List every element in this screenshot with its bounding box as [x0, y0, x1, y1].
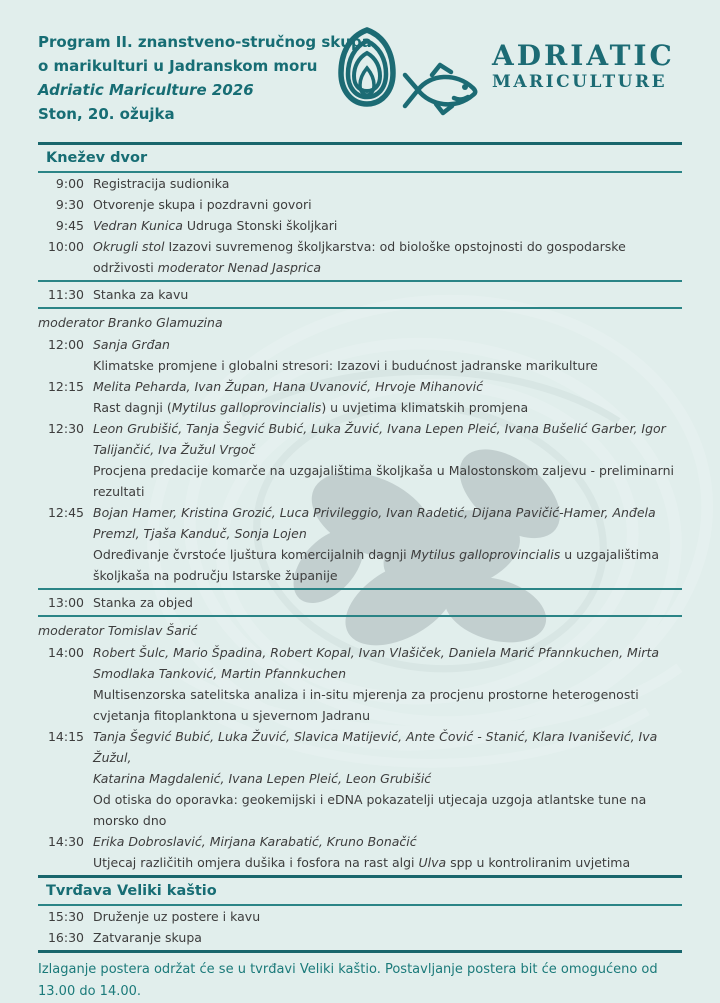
italic-text-segment: Erika Dobroslavić, Mirjana Karabatić, Kruno Bonačić — [93, 834, 417, 849]
italic-text-segment: Okrugli stol — [93, 239, 165, 254]
event-text — [93, 831, 682, 873]
event-text-line — [93, 215, 682, 236]
italic-text-segment: Melita Peharda, Ivan Župan, Hana Uvanović, Hrvoje Mihanović — [93, 379, 483, 394]
program-schedule — [0, 142, 720, 953]
event-text-line — [93, 236, 682, 257]
text-segment: Udruga Stonski školjkari — [182, 218, 338, 233]
event-text — [93, 502, 682, 586]
text-segment: Klimatske promjene i globalni stresori: Izazovi i budućnost jadranske marikulture — [93, 358, 598, 373]
event-text — [93, 284, 682, 305]
text-segment: Zatvaranje skupa — [93, 930, 202, 945]
logo-wordmark — [492, 41, 675, 93]
event-text-line — [93, 705, 682, 726]
mussel-shell-icon — [336, 26, 398, 108]
text-segment: morsko dno — [93, 813, 167, 828]
event-text-line — [93, 523, 682, 544]
event-text-line — [93, 810, 682, 831]
text-segment: u uzgajalištima — [560, 547, 659, 562]
event-text-line — [93, 663, 682, 684]
text-segment: Utjecaj različitih omjera dušika i fosfora na rast algi — [93, 855, 419, 870]
event-text-line — [93, 257, 682, 278]
adriatic-mariculture-logo — [336, 26, 675, 108]
event-text-line — [93, 789, 682, 810]
time-label: 11:30 — [47, 287, 84, 302]
text-segment: školjkaša na području Istarske županije — [93, 568, 338, 583]
text-segment: Registracija sudionika — [93, 176, 230, 191]
event-text-line — [93, 418, 682, 439]
schedule-row — [38, 642, 682, 726]
italic-text-segment: Vedran Kunica — [93, 218, 183, 233]
venue-header: Tvrđava Veliki kaštio — [38, 875, 682, 906]
event-text — [93, 173, 682, 194]
logo-icons — [336, 26, 482, 108]
italic-text-segment: Bojan Hamer, Kristina Grozić, Luca Privileggio, Ivan Radetić, Dijana Pavičić-Hamer, Anđela — [93, 505, 656, 520]
time-label: 16:30 — [47, 930, 84, 945]
event-text-line — [93, 592, 682, 613]
moderator-line — [38, 619, 682, 642]
logo-word-mariculture: MARICULTURE — [492, 72, 668, 92]
event-text-line — [93, 642, 682, 663]
event-text-line — [93, 684, 682, 705]
time-label: 9:45 — [55, 218, 84, 233]
divider-rule — [38, 950, 682, 953]
text-segment: Otvorenje skupa i pozdravni govori — [93, 197, 312, 212]
italic-text-segment: Katarina Magdalenić, Ivana Lepen Pleić, Leon Grubišić — [93, 771, 432, 786]
text-segment: rezultati — [93, 484, 145, 499]
time-label: 14:30 — [47, 834, 84, 849]
event-text-line — [93, 194, 682, 215]
italic-text-segment: Mytilus galloprovincialis — [410, 547, 561, 562]
italic-text-segment: Leon Grubišić, Tanja Šegvić Bubić, Luka Žuvić, Ivana Lepen Pleić, Ivana Bušelić Garber, Igor — [93, 421, 666, 436]
schedule-row — [38, 502, 682, 586]
divider-rule — [38, 615, 682, 617]
italic-text-segment: moderator Tomislav Šarić — [38, 623, 198, 638]
italic-text-segment: moderator Nenad Jasprica — [157, 260, 322, 275]
title-line-4: Ston, 20. ožujka — [38, 105, 175, 123]
divider-rule — [38, 588, 682, 590]
schedule-row — [38, 592, 682, 613]
text-segment: Izazovi suvremenog školjkarstva: od biološke opstojnosti do gospodarske — [164, 239, 626, 254]
title-line-1: Program II. znanstveno-stručnog skupa — [38, 33, 372, 51]
time-label: 10:00 — [47, 239, 84, 254]
event-text — [93, 927, 682, 948]
text-segment: Multisenzorska satelitska analiza i in-situ mjerenja za procjenu prostorne heterogenosti — [93, 687, 639, 702]
event-text — [93, 418, 682, 502]
text-segment: održivosti — [93, 260, 158, 275]
poster-note: Izlaganje postera održat će se u tvrđavi Veliki kaštio. Postavljanje postera bit će omogućeno od 13.00 do 14.00. — [38, 962, 658, 999]
event-text — [93, 236, 682, 278]
event-text-line — [93, 768, 682, 789]
italic-text-segment: Talijančić, Iva Žužul Vrgoč — [93, 442, 256, 457]
time-label: 9:00 — [55, 176, 84, 191]
italic-text-segment: Tanja Šegvić Bubić, Luka Žuvić, Slavica Matijević, Ante Čović - Stanić, Klara Ivanišević, Iva Žužul, — [93, 729, 658, 765]
text-segment: Procjena predacije komarče na uzgajalištima školjkaša u Malostonskom zaljevu - preliminarni — [93, 463, 674, 478]
venue-header: Knežev dvor — [38, 142, 682, 173]
schedule-row — [38, 906, 682, 927]
event-text-line — [93, 927, 682, 948]
time-label: 12:45 — [47, 505, 84, 520]
time-label: 12:30 — [47, 421, 84, 436]
time-label: 14:15 — [47, 729, 84, 744]
fish-icon — [402, 62, 482, 116]
time-label: 15:30 — [47, 909, 84, 924]
event-text-line — [93, 481, 682, 502]
event-text-line — [93, 173, 682, 194]
event-text-line — [93, 439, 682, 460]
event-text-line — [93, 284, 682, 305]
event-text-line — [93, 852, 682, 873]
italic-text-segment: Smodlaka Tanković, Martin Pfannkuchen — [93, 666, 347, 681]
time-label: 12:00 — [47, 337, 84, 352]
document-header — [0, 0, 720, 140]
title-line-3: Adriatic Mariculture 2026 — [38, 81, 254, 99]
event-text — [93, 592, 682, 613]
title-line-2: o marikulturi u Jadranskom moru — [38, 57, 318, 75]
event-text — [93, 194, 682, 215]
time-label: 13:00 — [47, 595, 84, 610]
event-text-line — [93, 397, 682, 418]
italic-text-segment: Sanja Grđan — [93, 337, 170, 352]
divider-rule — [38, 280, 682, 282]
schedule-row — [38, 927, 682, 948]
event-text — [93, 334, 682, 376]
italic-text-segment: Robert Šulc, Mario Špadina, Robert Kopal, Ivan Vlašiček, Daniela Marić Pfannkuchen, Mirta — [93, 645, 660, 660]
event-text-line — [93, 726, 682, 768]
schedule-row — [38, 215, 682, 236]
italic-text-segment: moderator Branko Glamuzina — [38, 315, 223, 330]
event-text — [93, 215, 682, 236]
text-segment: ) u uvjetima klimatskih promjena — [321, 400, 529, 415]
text-segment: Stanka za objed — [93, 595, 193, 610]
event-text-line — [93, 544, 682, 565]
text-segment: Druženje uz postere i kavu — [93, 909, 261, 924]
time-label: 9:30 — [55, 197, 84, 212]
schedule-row — [38, 173, 682, 194]
text-segment: Rast dagnji ( — [93, 400, 172, 415]
text-segment: Od otiska do oporavka: geokemijski i eDNA pokazatelji utjecaja uzgoja atlantske tune na — [93, 792, 647, 807]
schedule-row — [38, 726, 682, 831]
event-text-line — [93, 376, 682, 397]
event-text — [93, 906, 682, 927]
schedule-row — [38, 831, 682, 873]
text-segment: Stanka za kavu — [93, 287, 189, 302]
italic-text-segment: Mytilus galloprovincialis — [171, 400, 322, 415]
event-text-line — [93, 460, 682, 481]
event-text — [93, 726, 682, 831]
event-text — [93, 642, 682, 726]
moderator-line — [38, 311, 682, 334]
logo-word-adriatic: ADRIATIC — [492, 39, 675, 72]
text-segment: Određivanje čvrstoće ljuštura komercijalnih dagnji — [93, 547, 411, 562]
schedule-row — [38, 418, 682, 502]
italic-text-segment: Ulva — [418, 855, 447, 870]
schedule-row — [38, 194, 682, 215]
text-segment: cvjetanja fitoplanktona u sjevernom Jadranu — [93, 708, 371, 723]
schedule-row — [38, 284, 682, 305]
event-text — [93, 376, 682, 418]
event-text-line — [93, 831, 682, 852]
italic-text-segment: Premzl, Tjaša Kanduč, Sonja Lojen — [93, 526, 307, 541]
schedule-row — [38, 236, 682, 278]
time-label: 14:00 — [47, 645, 84, 660]
event-text-line — [93, 334, 682, 355]
event-text-line — [93, 355, 682, 376]
text-segment: spp u kontroliranim uvjetima — [446, 855, 631, 870]
divider-rule — [38, 307, 682, 309]
schedule-row — [38, 376, 682, 418]
time-label: 12:15 — [47, 379, 84, 394]
event-text-line — [93, 502, 682, 523]
schedule-row — [38, 334, 682, 376]
event-text-line — [93, 565, 682, 586]
event-text-line — [93, 906, 682, 927]
